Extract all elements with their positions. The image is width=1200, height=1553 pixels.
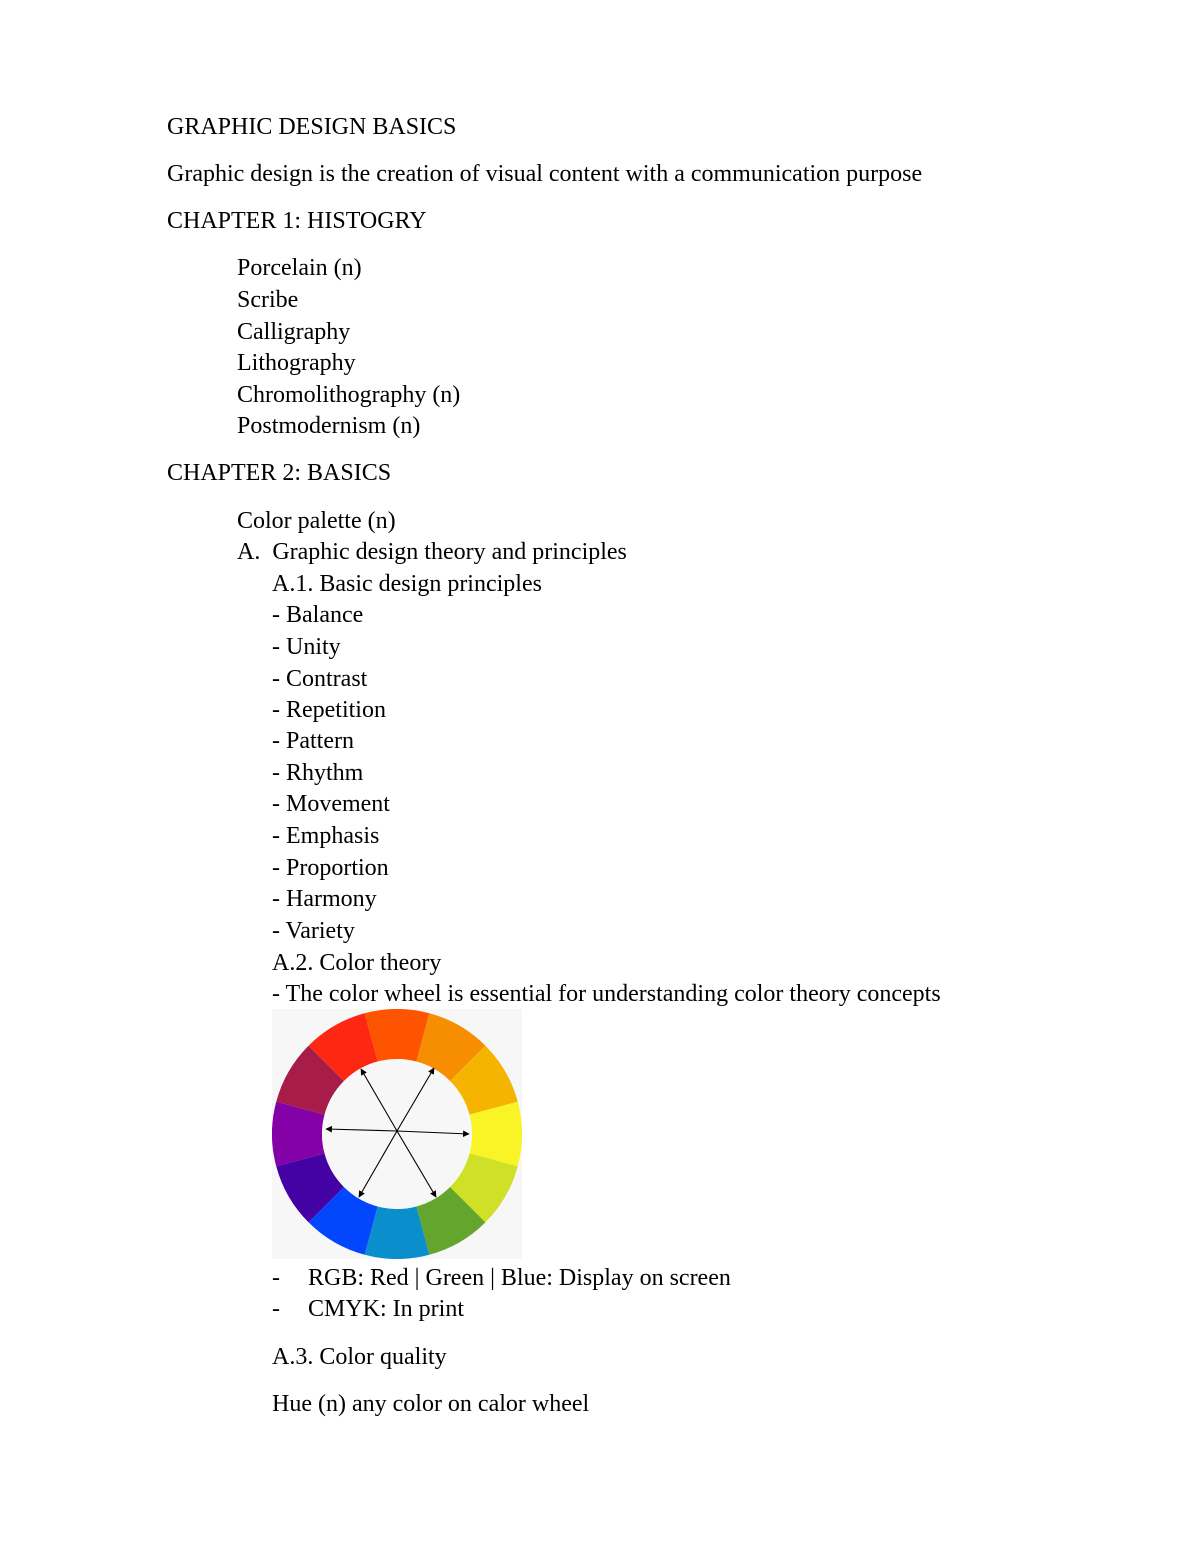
principle-item: - Harmony [272,886,377,912]
principle-item: - Emphasis [272,823,380,849]
rgb-bullet-text: RGB: Red | Green | Blue: Display on screen [308,1265,731,1291]
section-a1-heading: A.1. Basic design principles [272,571,542,597]
principle-item: - Contrast [272,666,368,692]
section-a2-heading: A.2. Color theory [272,950,442,976]
principle-item: - Variety [272,918,355,944]
principle-item: - Pattern [272,728,354,754]
document-title: GRAPHIC DESIGN BASICS [167,114,457,140]
color-palette-term: Color palette (n) [237,508,396,534]
chapter-1-item: Calligraphy [237,319,351,345]
rgb-bullet-dash: - [272,1265,280,1291]
principle-item: - Unity [272,634,341,660]
principle-item: - Repetition [272,697,386,723]
cmyk-bullet-dash: - [272,1296,280,1322]
intro-text: Graphic design is the creation of visual content with a communication purpose [167,161,923,187]
principle-item: - Movement [272,791,390,817]
chapter-1-item: Lithography [237,350,356,376]
color-wheel-center [322,1059,472,1209]
principle-item: - Proportion [272,855,389,881]
chapter-1-item: Postmodernism (n) [237,413,421,439]
chapter-1-item: Chromolithography (n) [237,382,461,408]
cmyk-bullet-text: CMYK: In print [308,1296,464,1322]
chapter-1-heading: CHAPTER 1: HISTOGRY [167,208,427,234]
color-wheel-image [272,1009,522,1259]
section-a-heading: A. Graphic design theory and principles [237,539,627,565]
section-a3-heading: A.3. Color quality [272,1344,447,1370]
color-wheel-note: - The color wheel is essential for understanding color theory concepts [272,981,941,1007]
principle-item: - Balance [272,602,364,628]
chapter-1-item: Porcelain (n) [237,255,362,281]
chapter-1-item: Scribe [237,287,299,313]
principle-item: - Rhythm [272,760,364,786]
hue-definition: Hue (n) any color on calor wheel [272,1391,590,1417]
chapter-2-heading: CHAPTER 2: BASICS [167,460,392,486]
